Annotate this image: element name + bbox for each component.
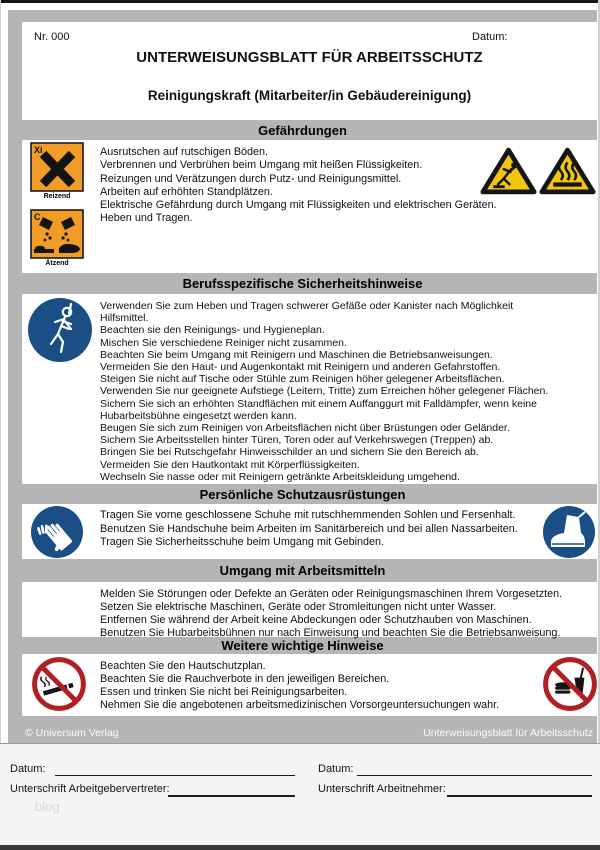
instruction-line: Sichern Sie Arbeitsstellen hinter Türen, Toren oder auf Verkehrswegen (Treppen) ab. bbox=[100, 434, 494, 447]
instruction-line: Bringen Sie bei Rutschgefahr Hinweisschilder an und sichern Sie den Bereich ab. bbox=[100, 446, 479, 459]
no-smoking-icon bbox=[31, 656, 87, 712]
instruction-line: Verwenden Sie zum Heben und Tragen schwerer Gefäße oder Kanister nach Möglichkeit bbox=[100, 300, 514, 312]
instruction-line: Verbrennen und Verbrühen beim Umgang mit heißen Flüssigkeiten. bbox=[100, 159, 423, 172]
slip-warning-icon bbox=[480, 146, 537, 196]
page-title: UNTERWEISUNGSBLATT FÜR ARBEITSSCHUTZ bbox=[136, 49, 483, 66]
page-subtitle: Reinigungskraft (Mitarbeiter/in Gebäudereinigung) bbox=[147, 88, 472, 103]
instruction-line: Beachten sie den Reinigungs- und Hygieneplan. bbox=[100, 324, 325, 337]
instruction-line: Tragen Sie vorne geschlossene Schuhe mit rutschhemmenden Sohlen und Fersenhalt. bbox=[100, 509, 516, 521]
footer-doc-type: Unterweisungsblatt für Arbeitsschutz bbox=[423, 727, 593, 739]
protective-gloves-icon bbox=[30, 505, 84, 559]
instruction-line: Verwenden Sie nur geeignete Aufstiege (Leitern, Tritte) zum Erreichen höher gelegener Flächen. bbox=[100, 385, 549, 398]
header-date-label: Datum: bbox=[472, 31, 508, 43]
instruction-line: Vermeiden Sie den Hautkontakt mit Körperflüssigkeiten. bbox=[100, 458, 360, 471]
footer-bar bbox=[8, 723, 597, 743]
document-frame bbox=[8, 10, 597, 743]
instruction-line: Beugen Sie sich zum Reinigen von Arbeitsflächen nicht über Brüstungen oder Geländer. bbox=[100, 422, 510, 435]
safety-boots-icon bbox=[542, 505, 596, 559]
instruction-line: Setzen Sie elektrische Maschinen, Geräte oder Stromleitungen nicht unter Wasser. bbox=[100, 600, 497, 613]
irritant-code: Xi bbox=[34, 145, 43, 155]
instruction-line: Benutzen Sie Hubarbeitsbühnen nur nach Einweisung und beachten Sie die Betriebsanweisung. bbox=[100, 626, 561, 639]
instruction-line: Heben und Tragen. bbox=[100, 212, 193, 225]
instruction-line: Hilfsmittel. bbox=[100, 312, 149, 325]
instruction-line: Vermeiden Sie den Haut- und Augenkontakt mit Reinigern und anderen Gefahrstoffen. bbox=[100, 361, 501, 374]
section-sicherheitshinweise bbox=[22, 294, 597, 484]
employee-date-line bbox=[357, 775, 592, 776]
employee-date-label: Datum: bbox=[318, 763, 354, 775]
instruction-line: Elektrische Gefährdung durch Umgang mit Flüssigkeiten und elektrischen Geräten. bbox=[100, 199, 497, 212]
instruction-line: Hubarbeitsbühne eingesetzt werden kann. bbox=[100, 409, 297, 422]
instruction-line: Melden Sie Störungen oder Defekte an Geräten oder Reinigungsmaschinen Ihrem Vorgesetzten. bbox=[100, 588, 563, 600]
instruction-line: Beachten Sie die Rauchverbote in den jeweiligen Bereichen. bbox=[100, 673, 390, 686]
section-weitere-hinweise bbox=[22, 654, 597, 716]
instruction-line: Essen und trinken Sie nicht bei Reinigungsarbeiten. bbox=[100, 686, 348, 699]
instruction-line: Reizungen und Verätzungen durch Putz- und Reinigungsmittel. bbox=[100, 172, 402, 185]
section-arbeitsmittel bbox=[22, 582, 597, 637]
corrosive-code: C bbox=[34, 212, 41, 222]
arbeitsmittel-lines bbox=[100, 582, 597, 640]
instruction-line: Wechseln Sie nasse oder mit Reinigern getränkte Arbeitskleidung umgehend. bbox=[100, 470, 460, 483]
warning-triangle-group bbox=[480, 146, 596, 196]
safety-harness-icon bbox=[27, 297, 93, 363]
employer-date-label: Datum: bbox=[10, 763, 46, 775]
instruction-line: Arbeiten auf erhöhten Standplätzen. bbox=[100, 185, 273, 198]
corrosive-caption: Ätzend bbox=[45, 260, 69, 267]
corrosive-hazard-icon bbox=[30, 209, 84, 259]
employer-signature-label: Unterschrift Arbeitgebervertreter: bbox=[10, 783, 170, 795]
publisher-credit: © Universum Verlag bbox=[25, 727, 119, 739]
employer-signature-line bbox=[168, 795, 295, 797]
page-left-border bbox=[0, 0, 1, 850]
weitere-hinweise-lines bbox=[100, 654, 597, 712]
irritant-hazard-icon bbox=[30, 142, 84, 192]
instruction-line: Nehmen Sie die angebotenen arbeitsmedizinischen Vorsorgeuntersuchungen wahr. bbox=[100, 699, 500, 712]
sicherheitshinweise-lines bbox=[100, 294, 597, 483]
section-title-schutzausruestungen: Persönliche Schutzausrüstungen bbox=[199, 486, 406, 502]
employee-signature-line bbox=[447, 795, 592, 797]
hot-surface-warning-icon bbox=[539, 146, 596, 196]
employee-signature-label: Unterschrift Arbeitnehmer: bbox=[318, 783, 446, 795]
section-title-gefaehrdungen: Gefährdungen bbox=[258, 122, 347, 138]
section-schutzausruestungen bbox=[22, 504, 597, 559]
page-top-border bbox=[0, 0, 600, 3]
signature-area bbox=[0, 743, 600, 845]
instruction-line: Tragen Sie Sicherheitsschuhe beim Umgang mit Gebinden. bbox=[100, 536, 385, 548]
watermark-text: blog bbox=[35, 799, 60, 814]
hazard-symbol-column bbox=[26, 142, 88, 268]
instruction-line: Entfernen Sie während der Arbeit keine Abdeckungen oder Schutzhauben von Maschinen. bbox=[100, 613, 532, 626]
employer-date-line bbox=[55, 775, 295, 776]
document-header bbox=[22, 22, 597, 120]
instruction-line: Sichern Sie sich an erhöhten Standflächen mit einem Auffanggurt mit Falldämpfer, wenn keine bbox=[100, 397, 537, 410]
instruction-line: Mischen Sie verschiedene Reiniger nicht zusammen. bbox=[100, 336, 347, 349]
no-eating-drinking-icon bbox=[542, 656, 597, 712]
instruction-line: Steigen Sie nicht auf Tische oder Stühle zum Reinigen höher gelegener Arbeitsflächen. bbox=[100, 373, 505, 386]
section-gefaehrdungen bbox=[22, 140, 597, 273]
irritant-caption: Reizend bbox=[43, 193, 71, 200]
instruction-line: Beachten Sie den Hautschutzplan. bbox=[100, 660, 266, 672]
instruction-line: Benutzen Sie Handschuhe beim Arbeiten im Sanitärbereich und bei allen Nassarbeiten. bbox=[100, 522, 518, 535]
instruction-line: Beachten Sie beim Umgang mit Reinigern und Maschinen die Betriebsanweisungen. bbox=[100, 348, 493, 361]
page-bottom-border bbox=[0, 845, 600, 850]
document-number: Nr. 000 bbox=[34, 31, 70, 43]
section-title-weitere-hinweise: Weitere wichtige Hinweise bbox=[221, 638, 384, 653]
schutzausruestungen-lines bbox=[100, 504, 597, 550]
section-title-sicherheitshinweise: Berufsspezifische Sicherheitshinweise bbox=[182, 276, 423, 291]
section-title-arbeitsmittel: Umgang mit Arbeitsmitteln bbox=[219, 563, 386, 578]
instruction-line: Ausrutschen auf rutschigen Böden. bbox=[100, 146, 269, 158]
